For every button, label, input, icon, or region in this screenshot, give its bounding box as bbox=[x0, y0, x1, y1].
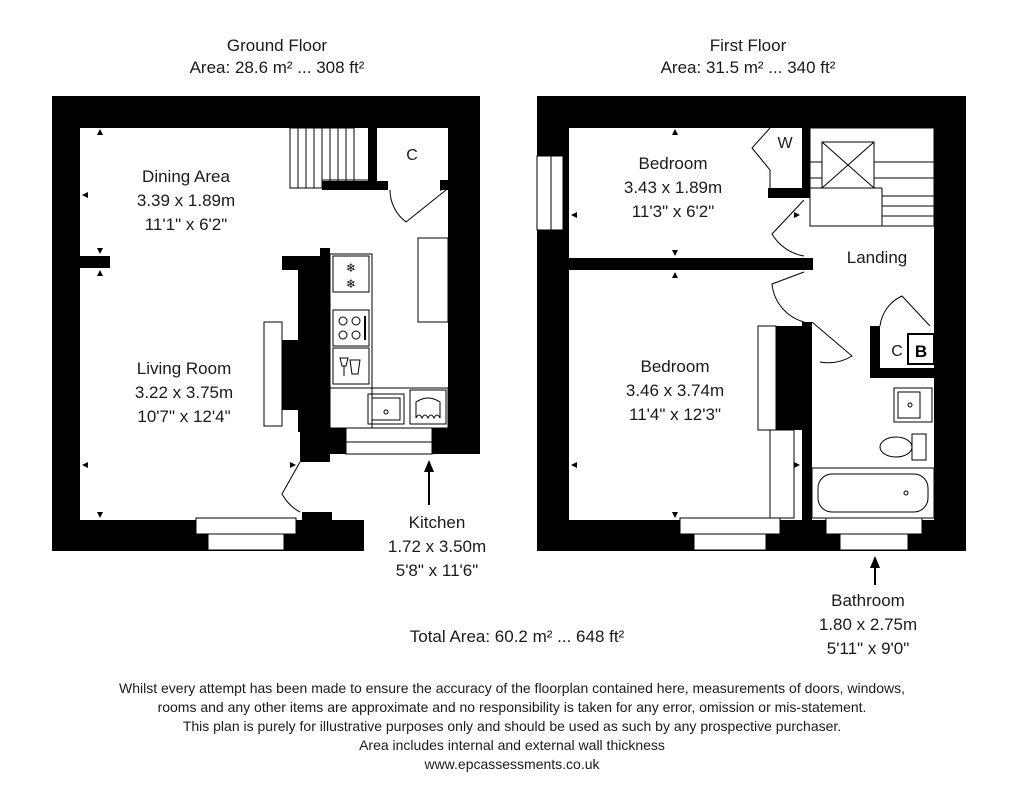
gf-area: Area: 28.6 m² ... 308 ft² bbox=[189, 58, 365, 77]
bath-icon bbox=[812, 468, 934, 518]
wardrobe-label: W bbox=[777, 135, 793, 152]
bedroom1-imperial: 11'3" x 6'2" bbox=[631, 202, 715, 221]
ff-cupboard-bottom bbox=[870, 368, 934, 378]
bedroom2-metric: 3.46 x 3.74m bbox=[625, 381, 725, 400]
ff-bedroom1-door bbox=[772, 200, 804, 256]
ff-bathroom-window-sill bbox=[840, 534, 908, 550]
gf-cupboard-wall-bottom bbox=[322, 181, 388, 190]
gf-front-window-sill bbox=[208, 534, 284, 550]
gf-front-door bbox=[282, 462, 300, 512]
disclaimer bbox=[119, 680, 905, 772]
gf-fireplace-inner bbox=[282, 340, 298, 410]
gf-cupboard-wall bbox=[368, 128, 377, 190]
appliance-icon bbox=[410, 390, 446, 424]
living-metric: 3.22 x 3.75m bbox=[134, 383, 234, 402]
disclaimer-line-1: Whilst every attempt has been made to ensure the accuracy of the floorplan contained here, measurements of doors, windows, bbox=[119, 680, 905, 696]
gf-cupboard-door bbox=[390, 190, 446, 222]
gf-kitchen-unit bbox=[418, 238, 448, 322]
dining-metric: 3.39 x 1.89m bbox=[136, 191, 236, 210]
toilet-icon bbox=[880, 434, 926, 460]
website-link[interactable]: www.epcassessments.co.uk bbox=[424, 756, 600, 772]
landing-name: Landing bbox=[846, 248, 908, 267]
gf-stairs bbox=[290, 128, 376, 188]
gf-chimney-cap bbox=[320, 248, 330, 258]
gf-kitchen-window-sill bbox=[346, 442, 432, 454]
gf-wall-door-stub bbox=[302, 512, 332, 524]
kitchen-metric: 1.72 x 3.50m bbox=[387, 537, 487, 556]
kitchen-sink-icon bbox=[368, 394, 404, 424]
ff-fireplace-hearth bbox=[758, 326, 776, 430]
bedroom1-name: Bedroom bbox=[638, 154, 708, 173]
basin-icon bbox=[894, 388, 932, 422]
ff-wardrobe-bottom bbox=[768, 188, 810, 198]
ff-bedroom-window-sill bbox=[694, 534, 766, 550]
ff-fireplace-inner bbox=[776, 344, 788, 412]
bathroom-pointer-arrow bbox=[870, 556, 880, 585]
dining-imperial: 11'1" x 6'2" bbox=[144, 215, 228, 234]
ff-stairs bbox=[810, 128, 934, 226]
ff-bedroom2-door bbox=[772, 272, 804, 322]
kitchen-pointer-arrow bbox=[424, 460, 434, 505]
dishwasher-icon bbox=[333, 348, 369, 384]
ff-cupboard-label: C bbox=[891, 343, 903, 360]
ground-floor-plan bbox=[52, 96, 480, 551]
gf-partition-stub bbox=[80, 256, 110, 268]
gf-wall-kitchen-stub bbox=[300, 428, 330, 462]
ff-bathroom-window bbox=[826, 518, 922, 534]
svg-text:❄: ❄ bbox=[345, 277, 357, 291]
bathroom-metric: 1.80 x 2.75m bbox=[818, 615, 918, 634]
ff-bathroom-door bbox=[812, 322, 852, 363]
ff-wardrobe-doors bbox=[752, 128, 770, 188]
svg-text:❄: ❄ bbox=[345, 261, 357, 275]
total-area: Total Area: 60.2 m² ... 648 ft² bbox=[409, 627, 625, 646]
disclaimer-line-3: This plan is purely for illustrative purposes only and should be used as such by any prospective purchaser. bbox=[182, 718, 842, 734]
bathroom-name: Bathroom bbox=[831, 591, 905, 610]
ff-cupboard-door bbox=[880, 296, 930, 326]
gf-wall-right bbox=[448, 96, 480, 454]
ff-side-window-sill bbox=[551, 156, 563, 230]
dining-name: Dining Area bbox=[142, 167, 230, 186]
ff-title: First Floor bbox=[709, 36, 787, 55]
bedroom2-imperial: 11'4" x 12'3" bbox=[629, 405, 721, 424]
living-imperial: 10'7" x 12'4" bbox=[137, 407, 231, 426]
kitchen-name: Kitchen bbox=[408, 513, 466, 532]
gf-wall-left bbox=[52, 96, 80, 551]
ff-bedroom-partition bbox=[569, 258, 813, 270]
ff-bedroom-window bbox=[680, 518, 780, 534]
hob-icon bbox=[333, 310, 369, 346]
gf-wall-top bbox=[52, 96, 480, 128]
ff-wardrobe-wall bbox=[802, 128, 810, 198]
disclaimer-line-4: Area includes internal and external wall thickness bbox=[359, 737, 665, 753]
ff-side-window bbox=[537, 156, 551, 230]
disclaimer-line-2: rooms and any other items are approximate and no responsibility is taken for any error, omission or mis-statement. bbox=[157, 699, 867, 715]
living-name: Living Room bbox=[136, 359, 232, 378]
kitchen-imperial: 5'8" x 11'6" bbox=[395, 561, 479, 580]
gf-fireplace-hearth bbox=[264, 322, 282, 426]
ff-wall-right bbox=[934, 96, 966, 551]
gf-kitchen-window bbox=[346, 428, 432, 442]
first-floor-plan bbox=[537, 96, 966, 585]
ff-wall-top bbox=[537, 96, 966, 128]
bedroom2-name: Bedroom bbox=[640, 357, 710, 376]
fridge-freezer-icon bbox=[333, 256, 369, 292]
ff-area: Area: 31.5 m² ... 340 ft² bbox=[660, 58, 836, 77]
bedroom1-metric: 3.43 x 1.89m bbox=[623, 178, 723, 197]
ff-bathroom-wall-left bbox=[802, 322, 812, 520]
boiler-label: B bbox=[914, 342, 928, 361]
gf-front-window bbox=[196, 518, 296, 534]
ff-bedroom2-unit bbox=[770, 430, 794, 518]
gf-title: Ground Floor bbox=[226, 36, 328, 55]
bathroom-imperial: 5'11" x 9'0" bbox=[826, 639, 910, 658]
gf-cupboard-label: C bbox=[406, 147, 418, 164]
gf-chimney-breast bbox=[298, 256, 330, 432]
